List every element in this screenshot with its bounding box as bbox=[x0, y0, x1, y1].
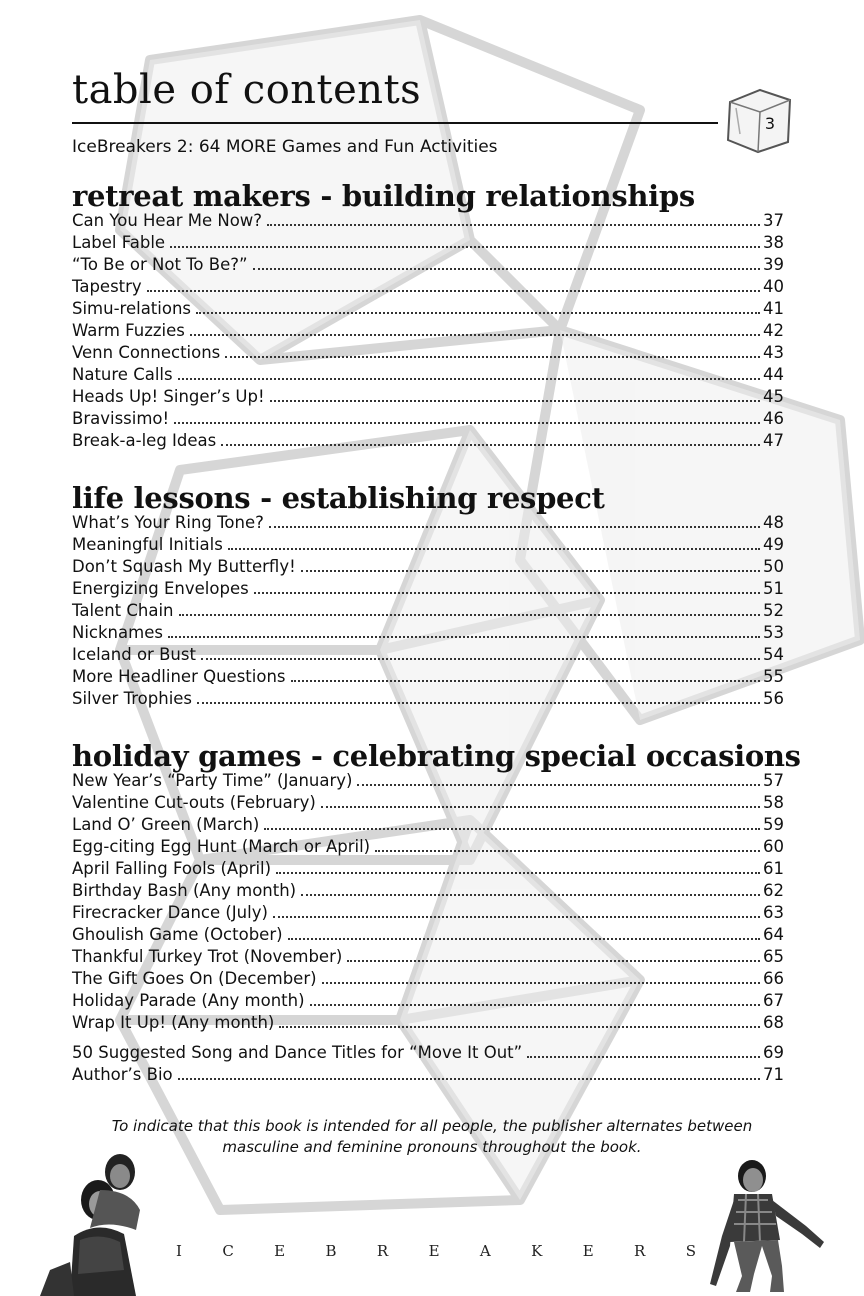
toc-entry-page: 69 bbox=[763, 1043, 784, 1062]
toc-entry-label: Land O’ Green (March) bbox=[72, 815, 260, 834]
toc-entry[interactable] bbox=[72, 1042, 784, 1064]
jumping-boy-photo bbox=[706, 1156, 840, 1292]
toc-entry-label: Holiday Parade (Any month) bbox=[72, 991, 305, 1010]
toc-entry[interactable] bbox=[72, 666, 784, 688]
toc-entry-label: 50 Suggested Song and Dance Titles for “Move It Out” bbox=[72, 1043, 523, 1062]
toc-entry-label: Egg-citing Egg Hunt (March or April) bbox=[72, 837, 371, 856]
toc-entry-label: Warm Fuzzies bbox=[72, 321, 185, 340]
brand-letter: R bbox=[376, 1242, 389, 1260]
toc-entry-label: Valentine Cut-outs (February) bbox=[72, 793, 316, 812]
dot-leader bbox=[527, 1042, 760, 1058]
dot-leader bbox=[270, 386, 760, 402]
page-number: 3 bbox=[764, 114, 776, 133]
toc-entry-page: 43 bbox=[763, 343, 784, 362]
toc-entry[interactable] bbox=[72, 232, 784, 254]
dot-leader bbox=[269, 512, 760, 528]
section-heading-retreat-makers: retreat makers - building relationships bbox=[72, 179, 695, 213]
toc-entry-label: Nature Calls bbox=[72, 365, 173, 384]
dot-leader bbox=[347, 946, 760, 962]
brand-letter: S bbox=[685, 1242, 696, 1260]
toc-entry-label: More Headliner Questions bbox=[72, 667, 286, 686]
toc-entry-label: Can You Hear Me Now? bbox=[72, 211, 263, 230]
toc-entry-page: 59 bbox=[763, 815, 784, 834]
toc-entry[interactable] bbox=[72, 600, 784, 622]
toc-entry-page: 48 bbox=[763, 513, 784, 532]
toc-entry-label: Iceland or Bust bbox=[72, 645, 196, 664]
dot-leader bbox=[321, 792, 760, 808]
toc-entry-label: What’s Your Ring Tone? bbox=[72, 513, 264, 532]
toc-entry-page: 64 bbox=[763, 925, 784, 944]
dot-leader bbox=[225, 342, 760, 358]
brand-letter: E bbox=[582, 1242, 594, 1260]
toc-entry-label: Label Fable bbox=[72, 233, 166, 252]
dot-leader bbox=[174, 408, 760, 424]
toc-entry-page: 60 bbox=[763, 837, 784, 856]
dot-leader bbox=[267, 210, 760, 226]
dot-leader bbox=[357, 770, 760, 786]
brand-letter: K bbox=[531, 1242, 543, 1260]
section-heading-life-lessons: life lessons - establishing respect bbox=[72, 481, 605, 515]
toc-entry[interactable] bbox=[72, 902, 784, 924]
toc-entry[interactable] bbox=[72, 880, 784, 902]
toc-entry-label: Simu-relations bbox=[72, 299, 192, 318]
section-heading-holiday-games: holiday games - celebrating special occasions bbox=[72, 739, 801, 773]
toc-entry[interactable] bbox=[72, 1012, 784, 1034]
toc-entry-page: 39 bbox=[763, 255, 784, 274]
dot-leader bbox=[254, 578, 760, 594]
dot-leader bbox=[301, 556, 760, 572]
toc-entry-page: 50 bbox=[763, 557, 784, 576]
toc-entry-label: Tapestry bbox=[72, 277, 142, 296]
toc-entry[interactable] bbox=[72, 688, 784, 710]
toc-entry-label: Ghoulish Game (October) bbox=[72, 925, 283, 944]
toc-entry-page: 40 bbox=[763, 277, 784, 296]
toc-entry-label: April Falling Fools (April) bbox=[72, 859, 272, 878]
toc-entry[interactable] bbox=[72, 408, 784, 430]
dot-leader bbox=[301, 880, 760, 896]
toc-entry[interactable] bbox=[72, 298, 784, 320]
toc-entry-page: 71 bbox=[763, 1065, 784, 1084]
toc-entry-page: 54 bbox=[763, 645, 784, 664]
toc-entry[interactable] bbox=[72, 320, 784, 342]
dot-leader bbox=[168, 622, 760, 638]
toc-entry[interactable] bbox=[72, 990, 784, 1012]
page-title: table of contents bbox=[72, 67, 422, 113]
toc-entry-page: 55 bbox=[763, 667, 784, 686]
toc-entry[interactable] bbox=[72, 792, 784, 814]
toc-entry-label: Venn Connections bbox=[72, 343, 221, 362]
toc-entry-page: 53 bbox=[763, 623, 784, 642]
dot-leader bbox=[190, 320, 760, 336]
toc-entry[interactable] bbox=[72, 556, 784, 578]
brand-letter: I bbox=[176, 1242, 182, 1260]
dot-leader bbox=[291, 666, 761, 682]
toc-entry[interactable] bbox=[72, 858, 784, 880]
toc-entry-page: 51 bbox=[763, 579, 784, 598]
dot-leader bbox=[264, 814, 760, 830]
toc-entry-page: 52 bbox=[763, 601, 784, 620]
dot-leader bbox=[196, 298, 760, 314]
toc-entry-page: 66 bbox=[763, 969, 784, 988]
footer-brand bbox=[176, 1242, 696, 1260]
dot-leader bbox=[288, 924, 760, 940]
dot-leader bbox=[276, 858, 760, 874]
brand-letter: E bbox=[274, 1242, 286, 1260]
book-subtitle: IceBreakers 2: 64 MORE Games and Fun Activities bbox=[72, 137, 498, 157]
toc-entry-page: 62 bbox=[763, 881, 784, 900]
two-girls-photo bbox=[40, 1150, 170, 1296]
toc-entry-label: Silver Trophies bbox=[72, 689, 193, 708]
dot-leader bbox=[197, 688, 760, 704]
toc-entry-page: 63 bbox=[763, 903, 784, 922]
toc-entry-label: Firecracker Dance (July) bbox=[72, 903, 268, 922]
toc-entry[interactable] bbox=[72, 578, 784, 600]
toc-entry[interactable] bbox=[72, 770, 784, 792]
toc-entry[interactable] bbox=[72, 644, 784, 666]
toc-entry-label: Break-a-leg Ideas bbox=[72, 431, 217, 450]
toc-list-appendix bbox=[72, 1042, 784, 1086]
toc-entry-page: 44 bbox=[763, 365, 784, 384]
dot-leader bbox=[253, 254, 760, 270]
title-divider bbox=[72, 122, 718, 124]
toc-list-holiday-games bbox=[72, 770, 784, 1034]
toc-entry[interactable] bbox=[72, 386, 784, 408]
toc-entry-page: 46 bbox=[763, 409, 784, 428]
toc-entry-label: Wrap It Up! (Any month) bbox=[72, 1013, 275, 1032]
footnote-line-2: masculine and feminine pronouns throughout the book. bbox=[222, 1138, 642, 1156]
dot-leader bbox=[279, 1012, 760, 1028]
toc-entry[interactable] bbox=[72, 276, 784, 298]
footnote-line-1: To indicate that this book is intended for all people, the publisher alternates between bbox=[111, 1117, 753, 1135]
toc-entry-label: The Gift Goes On (December) bbox=[72, 969, 317, 988]
toc-entry-page: 42 bbox=[763, 321, 784, 340]
toc-entry-label: Author’s Bio bbox=[72, 1065, 173, 1084]
dot-leader bbox=[221, 430, 760, 446]
toc-list-life-lessons bbox=[72, 512, 784, 710]
toc-entry-page: 58 bbox=[763, 793, 784, 812]
brand-letter: B bbox=[325, 1242, 337, 1260]
dot-leader bbox=[375, 836, 760, 852]
toc-entry-page: 37 bbox=[763, 211, 784, 230]
toc-list-retreat-makers bbox=[72, 210, 784, 452]
toc-entry-label: Nicknames bbox=[72, 623, 163, 642]
toc-entry[interactable] bbox=[72, 814, 784, 836]
toc-entry[interactable] bbox=[72, 210, 784, 232]
dot-leader bbox=[178, 364, 760, 380]
toc-entry-page: 65 bbox=[763, 947, 784, 966]
dot-leader bbox=[310, 990, 760, 1006]
dot-leader bbox=[322, 968, 760, 984]
toc-entry-page: 47 bbox=[763, 431, 784, 450]
toc-entry-page: 45 bbox=[763, 387, 784, 406]
toc-entry[interactable] bbox=[72, 924, 784, 946]
toc-entry[interactable] bbox=[72, 1064, 784, 1086]
toc-entry[interactable] bbox=[72, 534, 784, 556]
toc-entry-label: Energizing Envelopes bbox=[72, 579, 249, 598]
dot-leader bbox=[170, 232, 760, 248]
toc-entry[interactable] bbox=[72, 622, 784, 644]
brand-letter: E bbox=[428, 1242, 440, 1260]
brand-letter: A bbox=[479, 1242, 491, 1260]
toc-entry[interactable] bbox=[72, 836, 784, 858]
dot-leader bbox=[201, 644, 760, 660]
toc-entry-label: Talent Chain bbox=[72, 601, 174, 620]
toc-entry-label: Meaningful Initials bbox=[72, 535, 223, 554]
dot-leader bbox=[228, 534, 760, 550]
toc-entry-label: Heads Up! Singer’s Up! bbox=[72, 387, 265, 406]
dot-leader bbox=[179, 600, 761, 616]
toc-entry[interactable] bbox=[72, 364, 784, 386]
toc-entry-page: 41 bbox=[763, 299, 784, 318]
toc-entry-label: Don’t Squash My Butterfly! bbox=[72, 557, 296, 576]
toc-entry-page: 49 bbox=[763, 535, 784, 554]
toc-entry-label: New Year’s “Party Time” (January) bbox=[72, 771, 353, 790]
toc-entry-label: Birthday Bash (Any month) bbox=[72, 881, 297, 900]
toc-entry-page: 38 bbox=[763, 233, 784, 252]
brand-letter: R bbox=[634, 1242, 646, 1260]
brand-letter: C bbox=[222, 1242, 234, 1260]
toc-entry-page: 56 bbox=[763, 689, 784, 708]
toc-entry[interactable] bbox=[72, 512, 784, 534]
toc-entry-label: Thankful Turkey Trot (November) bbox=[72, 947, 343, 966]
toc-entry[interactable] bbox=[72, 430, 784, 452]
toc-entry[interactable] bbox=[72, 342, 784, 364]
toc-entry[interactable] bbox=[72, 946, 784, 968]
toc-entry-page: 67 bbox=[763, 991, 784, 1010]
dot-leader bbox=[273, 902, 760, 918]
toc-entry-page: 57 bbox=[763, 771, 784, 790]
toc-entry[interactable] bbox=[72, 254, 784, 276]
toc-entry-label: “To Be or Not To Be?” bbox=[72, 255, 248, 274]
dot-leader bbox=[178, 1064, 760, 1080]
toc-entry-label: Bravissimo! bbox=[72, 409, 170, 428]
toc-entry[interactable] bbox=[72, 968, 784, 990]
toc-entry-page: 68 bbox=[763, 1013, 784, 1032]
dot-leader bbox=[147, 276, 760, 292]
toc-entry-page: 61 bbox=[763, 859, 784, 878]
